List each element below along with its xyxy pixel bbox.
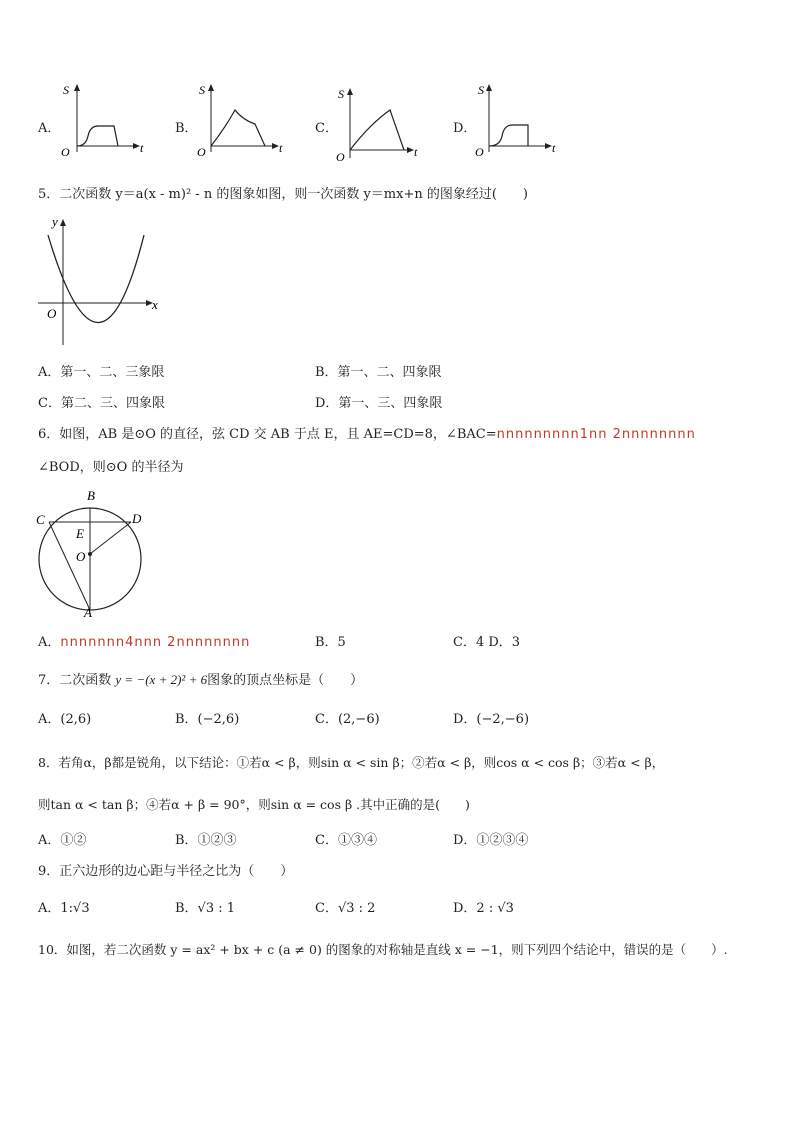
q8-stem-line1: 8．若角α，β都是锐角，以下结论：①若α < β，则sin α < sin β；②若α < β，则cos α < cos β；③若α < β， — [38, 755, 665, 770]
q6-stem-text: 6．如图，AB 是⊙O 的直径，弦 CD 交 AB 于点 E，且 AE=CD=8，∠BAC= — [38, 427, 497, 442]
q8-stem-line2: 则tan α < tan β；④若α + β = 90°，则sin α = cos β .其中正确的是( ) — [38, 797, 470, 812]
q4-d-y-label: S — [478, 83, 484, 97]
q4-b-x-label: t — [279, 141, 283, 155]
q7-stem — [38, 672, 363, 689]
q4-option-d-label: D． — [453, 121, 477, 136]
q7-stem-suffix: 图象的顶点坐标是（ ） — [207, 673, 364, 688]
q4-d-x-label: t — [552, 141, 556, 155]
q5-option-d[interactable]: D．第一、三、四象限 — [315, 396, 443, 411]
q8-option-d[interactable]: D．①②③④ — [453, 833, 529, 848]
q4-c-y-label: S — [338, 87, 344, 101]
q4-c-x-label: t — [414, 145, 418, 159]
q6-stem-line1 — [38, 427, 696, 443]
q4-graph-d — [474, 80, 566, 162]
q4-a-origin: O — [61, 145, 70, 159]
q9-option-d[interactable]: D．2 : √3 — [453, 901, 514, 916]
q6-option-a[interactable] — [38, 635, 250, 651]
q6-point-b: B — [87, 488, 95, 503]
q4-option-a-label: A． — [38, 121, 61, 136]
q4-a-x-label: t — [140, 141, 144, 155]
q4-b-y-label: S — [199, 83, 205, 97]
q6-option-a-prefix: A． — [38, 635, 61, 650]
q6-option-cd[interactable]: C．4 D．3 — [453, 635, 521, 650]
q5-option-b[interactable]: B．第一、二、四象限 — [315, 365, 442, 380]
q9-option-c[interactable]: C．√3 : 2 — [315, 901, 376, 916]
q4-d-origin: O — [475, 145, 484, 159]
q9-option-b[interactable]: B．√3 : 1 — [175, 901, 236, 916]
q8-option-c[interactable]: C．①③④ — [315, 833, 377, 848]
q8-option-a[interactable]: A．①② — [38, 833, 87, 848]
q6-stem-line2: ∠BOD，则⊙O 的半径为 — [38, 460, 184, 475]
q8-option-b[interactable]: B．①②③ — [175, 833, 237, 848]
q4-option-b-label: B． — [175, 121, 198, 136]
q4-graph-b — [195, 80, 290, 162]
q7-stem-prefix: 7．二次函数 — [38, 673, 116, 688]
q5-option-a[interactable]: A．第一、二、三象限 — [38, 365, 165, 380]
q4-a-y-label: S — [63, 83, 69, 97]
q4-c-origin: O — [336, 150, 345, 164]
q4-graph-a — [58, 80, 148, 162]
q5-stem: 5．二次函数 y＝a(x - m)² - n 的图象如图，则一次函数 y＝mx+n 的图象经过( ) — [38, 187, 529, 202]
q6-point-d: D — [132, 511, 142, 526]
q7-option-b[interactable]: B．(−2,6) — [175, 712, 240, 727]
q4-option-c-label: C． — [315, 121, 338, 136]
q6-point-o: O — [76, 549, 86, 564]
q6-circle-figure — [30, 486, 150, 620]
q5-parabola-figure — [30, 210, 170, 350]
q5-x-label: x — [152, 297, 158, 312]
q9-stem: 9．正六边形的边心距与半径之比为（ ） — [38, 864, 294, 879]
q4-graph-c — [334, 84, 426, 166]
q7-option-a[interactable]: A．(2,6) — [38, 712, 92, 727]
q10-stem: 10．如图，若二次函数 y = ax² + bx + c (a ≠ 0) 的图象的对称轴是直线 x = −1，则下列四个结论中，错误的是（ ）. — [38, 942, 728, 957]
q6-option-b[interactable]: B．5 — [315, 635, 346, 650]
q5-origin: O — [47, 306, 57, 321]
q5-y-label: y — [52, 214, 58, 229]
q6-point-e: E — [76, 526, 84, 541]
q5-option-c[interactable]: C．第二、三、四象限 — [38, 396, 165, 411]
q6-option-a-garbled: nnnnnnn4nnn 2nnnnnnnn — [60, 635, 251, 650]
q6-point-a: A — [84, 605, 92, 620]
q6-point-c: C — [36, 512, 45, 527]
q9-option-a[interactable]: A．1:√3 — [38, 901, 90, 916]
q7-option-d[interactable]: D．(−2,−6) — [453, 712, 530, 727]
q6-garbled-text: nnnnnnnnn1nn 2nnnnnnnn — [496, 427, 696, 442]
q7-option-c[interactable]: C．(2,−6) — [315, 712, 380, 727]
q7-formula: y = −(x + 2)² + 6 — [115, 672, 208, 687]
q4-b-origin: O — [197, 145, 206, 159]
